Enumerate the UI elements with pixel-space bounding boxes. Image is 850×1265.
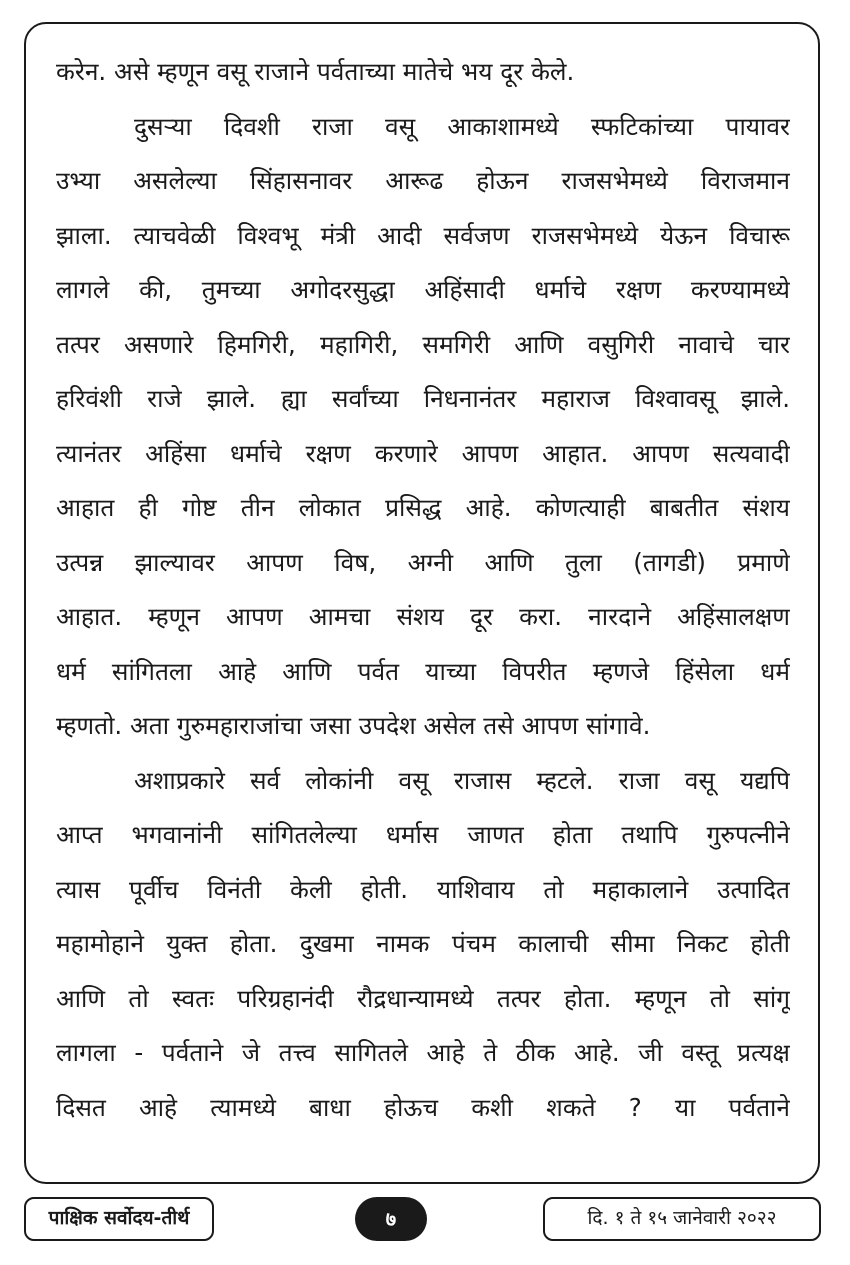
text-line: उत्पन्न झाल्यावर आपण विष, अग्नी आणि तुला (तागडी) प्रमाणे xyxy=(56,547,790,577)
text-line: तत्पर असणारे हिमगिरी, महागिरी, समगिरी आणि वसुगिरी नावाचे चार xyxy=(56,329,790,359)
publication-name: पाक्षिक सर्वोदय-तीर्थ xyxy=(24,1197,214,1241)
paragraph-first-line: दुसऱ्या दिवशी राजा वसू आकाशामध्ये स्फटिकांच्या पायावर xyxy=(134,111,790,141)
issue-date: दि. १ ते १५ जानेवारी २०२२ xyxy=(543,1197,821,1241)
text-line: आप्त भगवानांनी सांगितलेल्या धर्मास जाणत होता तथापि गुरुपत्नीने xyxy=(56,820,790,849)
text-line: दिसत आहे त्यामध्ये बाधा होऊच कशी शकते ? या पर्वताने xyxy=(56,1092,790,1122)
text-line: आहात. म्हणून आपण आमचा संशय दूर करा. नारदाने अहिंसालक्षण xyxy=(56,602,790,631)
text-line: धर्म सांगितला आहे आणि पर्वत याच्या विपरीत म्हणजे हिंसेला धर्म xyxy=(56,656,790,686)
text-line: उभ्या असलेल्या सिंहासनावर आरूढ होऊन राजसभेमध्ये विराजमान xyxy=(56,166,790,195)
text-line: हरिवंशी राजे झाले. ह्या सर्वांच्या निधनानंतर महाराज विश्वावसू झाले. xyxy=(56,384,790,413)
text-line: आणि तो स्वतः परिग्रहानंदी रौद्रधान्यामध्ये तत्पर होता. म्हणून तो सांगू xyxy=(56,983,790,1013)
text-line: त्यास पूर्वीच विनंती केली होती. याशिवाय तो महाकालाने उत्पादित xyxy=(56,874,790,904)
text-line: आहात ही गोष्ट तीन लोकात प्रसिद्ध आहे. कोणत्याही बाबतीत संशय xyxy=(56,493,790,522)
text-line: झाला. त्याचवेळी विश्वभू मंत्री आदी सर्वजण राजसभेमध्ये येऊन विचारू xyxy=(56,220,790,250)
text-line: लागले की, तुमच्या अगोदरसुद्धा अहिंसादी धर्माचे रक्षण करण्यामध्ये xyxy=(56,275,790,304)
text-line: म्हणतो. अता गुरुमहाराजांचा जसा उपदेश असेल तसे आपण सांगावे. xyxy=(56,711,651,740)
page-body xyxy=(56,45,790,1135)
text-line: करेन. असे म्हणून वसू राजाने पर्वताच्या मातेचे भय दूर केले. xyxy=(56,57,575,86)
paragraph-first-line: अशाप्रकारे सर्व लोकांनी वसू राजास म्हटले. राजा वसू यद्यपि xyxy=(134,765,790,795)
text-line: त्यानंतर अहिंसा धर्माचे रक्षण करणारे आपण आहात. आपण सत्यवादी xyxy=(56,438,790,468)
text-line: लागला - पर्वताने जे तत्त्व सागितले आहे ते ठीक आहे. जी वस्तू प्रत्यक्ष xyxy=(56,1038,790,1067)
page-number-badge: ७ xyxy=(355,1197,427,1241)
text-line: महामोहाने युक्त होता. दुखमा नामक पंचम कालाची सीमा निकट होती xyxy=(56,929,790,958)
